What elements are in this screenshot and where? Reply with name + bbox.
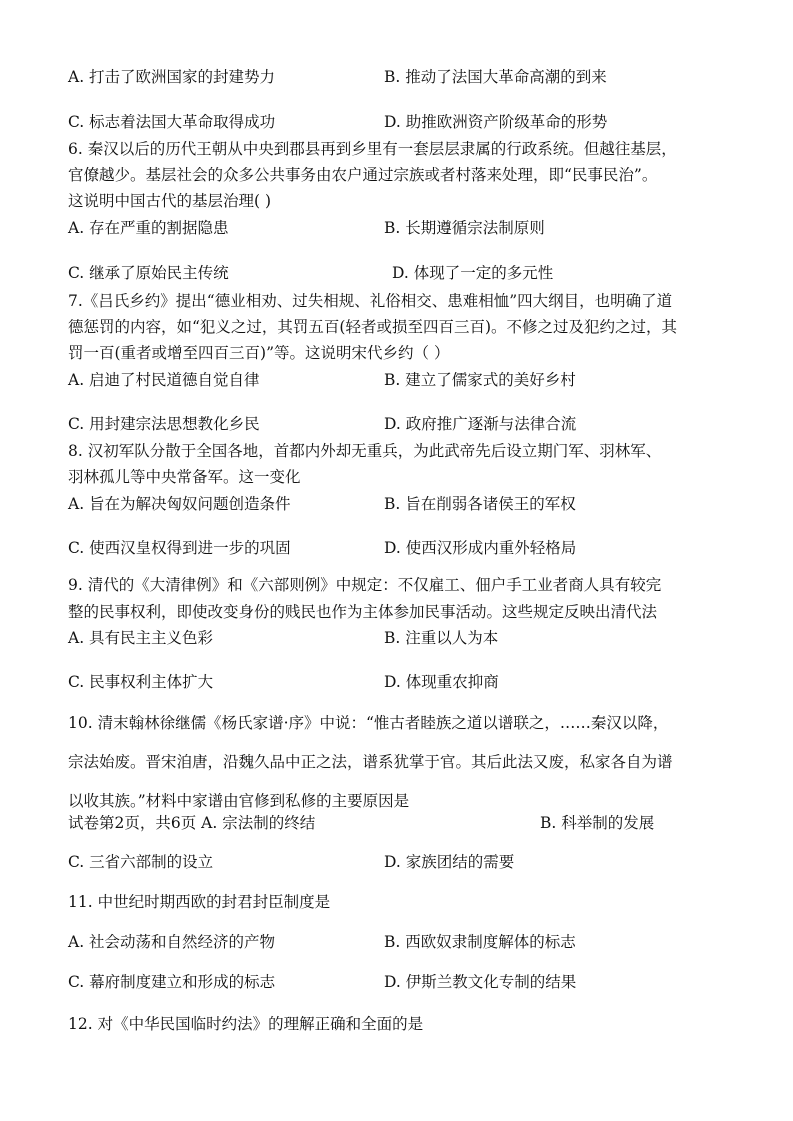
question-10-stem-line-2: 宗法始废。晋宋洎唐，沿魏久品中正之法，谱系犹掌于官。其后此法又废，私家各自为谱 — [68, 753, 673, 771]
question-6-option-a: A. 存在严重的割据隐患 — [68, 219, 229, 237]
question-7-stem-line-2: 德惩罚的内容，如“犯义之过，其罚五百(轻者或损至四百三百)。不修之过及犯约之过，其 — [68, 318, 678, 336]
question-6-stem-line-3: 这说明中国古代的基层治理( ) — [68, 192, 272, 210]
question-8-option-a: A. 旨在为解决匈奴问题创造条件 — [68, 495, 291, 513]
question-10-option-c: C. 三省六部制的设立 — [68, 853, 214, 871]
question-10-stem-line-1: 10. 清末翰林徐继儒《杨氏家谱·序》中说：“惟古者睦族之道以谱联之，……秦汉以降， — [68, 714, 669, 732]
question-8-option-c: C. 使西汉皇权得到进一步的巩固 — [68, 539, 291, 557]
question-6-stem-line-2: 官僚越少。基层社会的众多公共事务由农户通过宗族或者村落来处理，即“民事民治”。 — [68, 166, 658, 184]
question-6-stem-line-1: 6. 秦汉以后的历代王朝从中央到郡县再到乡里有一套层层隶属的行政系统。但越往基层， — [68, 140, 677, 158]
question-9-option-a: A. 具有民主主义色彩 — [68, 629, 214, 647]
question-9-stem-line-2: 整的民事权利，即使改变身份的贱民也作为主体参加民事活动。这些规定反映出清代法 — [68, 603, 658, 621]
question-8-stem-line-1: 8. 汉初军队分散于全国各地，首都内外却无重兵，为此武帝先后设立期门军、羽林军、 — [68, 442, 662, 460]
question-6-option-b: B. 长期遵循宗法制原则 — [384, 219, 545, 237]
question-8-option-d: D. 使西汉形成内重外轻格局 — [384, 539, 577, 557]
question-7-option-b: B. 建立了儒家式的美好乡村 — [384, 371, 576, 389]
question-11-option-d: D. 伊斯兰教文化专制的结果 — [384, 973, 577, 991]
question-9-option-c: C. 民事权利主体扩大 — [68, 673, 214, 691]
question-6-option-c: C. 继承了原始民主传统 — [68, 264, 229, 282]
option-d: D. 助推欧洲资产阶级革命的形势 — [384, 113, 608, 131]
question-7-stem-line-3: 罚一百(重者或增至四百三百)”等。这说明宋代乡约（ ） — [68, 344, 450, 362]
question-11-stem: 11. 中世纪时期西欧的封君封臣制度是 — [68, 893, 331, 911]
question-7-option-c: C. 用封建宗法思想教化乡民 — [68, 415, 260, 433]
question-8-stem-line-2: 羽林孤儿等中央常备军。这一变化 — [68, 468, 301, 486]
question-11-option-a: A. 社会动荡和自然经济的产物 — [68, 933, 276, 951]
page-footer-and-question-10-option-a: 试卷第2页，共6页 A. 宗法制的终结 — [68, 814, 316, 832]
question-8-option-b: B. 旨在削弱各诸侯王的军权 — [384, 495, 576, 513]
question-6-option-d: D. 体现了一定的多元性 — [392, 264, 554, 282]
question-10-option-d: D. 家族团结的需要 — [384, 853, 515, 871]
question-9-option-b: B. 注重以人为本 — [384, 629, 499, 647]
question-10-stem-line-3: 以收其族。”材料中家谱由官修到私修的主要原因是 — [68, 792, 410, 810]
question-12-stem: 12. 对《中华民国临时约法》的理解正确和全面的是 — [68, 1015, 424, 1033]
question-7-option-a: A. 启迪了村民道德自觉自律 — [68, 371, 260, 389]
question-10-option-b: B. 科举制的发展 — [540, 814, 655, 832]
question-9-stem-line-1: 9. 清代的《大清律例》和《六部则例》中规定：不仅雇工、佃户手工业者商人具有较完 — [68, 576, 662, 594]
option-a: A. 打击了欧洲国家的封建势力 — [68, 68, 276, 86]
question-9-option-d: D. 体现重农抑商 — [384, 673, 499, 691]
question-7-option-d: D. 政府推广逐渐与法律合流 — [384, 415, 577, 433]
option-c: C. 标志着法国大革命取得成功 — [68, 113, 276, 131]
question-7-stem-line-1: 7.《吕氏乡约》提出“德业相劝、过失相规、礼俗相交、患难相恤”四大纲目，也明确了道 — [68, 292, 673, 310]
question-11-option-b: B. 西欧奴隶制度解体的标志 — [384, 933, 576, 951]
option-b: B. 推动了法国大革命高潮的到来 — [384, 68, 607, 86]
question-11-option-c: C. 幕府制度建立和形成的标志 — [68, 973, 276, 991]
